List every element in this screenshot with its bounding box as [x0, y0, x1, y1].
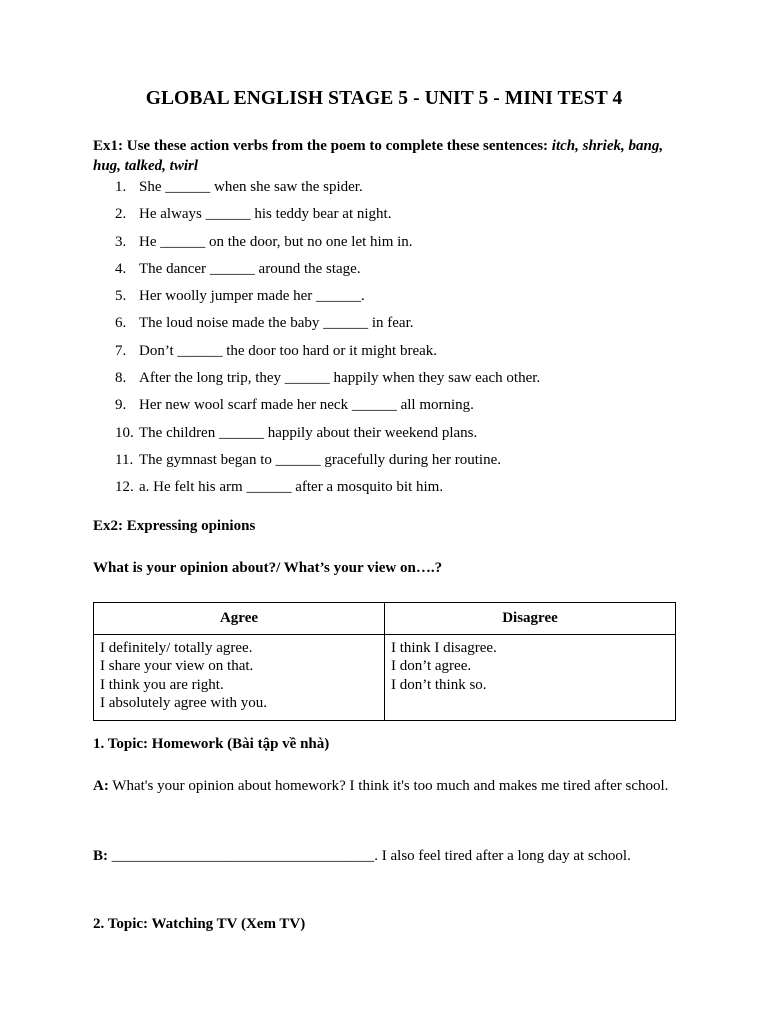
dialogue-text: What's your opinion about homework? I think it's too much and makes me tired after school. [108, 778, 669, 794]
agree-phrases-cell [94, 635, 385, 721]
item-sentence: The loud noise made the baby ______ in fear. [139, 315, 414, 332]
item-number: 8. [115, 370, 127, 387]
list-item [93, 312, 693, 339]
list-item [93, 231, 693, 258]
table-header-row [94, 603, 676, 635]
item-sentence: Her new wool scarf made her neck ______ all morning. [139, 397, 474, 414]
dialogue-line [93, 772, 678, 800]
item-number: 12. [115, 479, 134, 496]
opinion-phrases-table [93, 602, 676, 721]
item-sentence: After the long trip, they ______ happily when they saw each other. [139, 370, 541, 387]
item-sentence: He ______ on the door, but no one let him in. [139, 233, 413, 250]
dialogue-text: ___________________________________. I also feel tired after a long day at school. [108, 848, 631, 864]
list-item [93, 367, 693, 394]
item-sentence: She ______ when she saw the spider. [139, 179, 363, 195]
dialogue-line [93, 842, 678, 870]
speaker-label: B: [93, 848, 108, 864]
item-number: 5. [115, 288, 127, 305]
speaker-label: A: [93, 778, 109, 794]
agree-phrase: I share your view on that. [100, 658, 254, 675]
ex1-word-bank: itch, shriek, bang, hug, talked, twirl [93, 138, 664, 174]
topic-heading: 2. Topic: Watching TV (Xem TV) [93, 916, 306, 932]
item-number: 10. [115, 424, 134, 441]
agree-phrase: I absolutely agree with you. [100, 694, 268, 711]
item-number: 1. [115, 179, 127, 195]
agree-phrase: I think you are right. [100, 676, 224, 693]
ex1-sentence-list [93, 176, 693, 504]
item-number: 9. [115, 397, 127, 414]
item-sentence: Don’t ______ the door too hard or it might break. [139, 342, 438, 359]
item-number: 3. [115, 233, 127, 250]
item-number: 11. [115, 451, 134, 468]
item-sentence: Her woolly jumper made her ______. [139, 288, 365, 305]
agree-phrase: I definitely/ totally agree. [100, 640, 253, 656]
list-item [93, 176, 693, 203]
item-sentence: a. He felt his arm ______ after a mosquito bit him. [139, 479, 444, 496]
list-item [93, 203, 693, 230]
item-number: 7. [115, 342, 127, 359]
item-sentence: He always ______ his teddy bear at night. [139, 206, 392, 223]
list-item [93, 449, 693, 476]
list-item [93, 422, 693, 449]
disagree-column-header: Disagree [385, 603, 676, 635]
disagree-phrase: I don’t agree. [391, 658, 472, 675]
ex1-heading [93, 136, 683, 176]
list-item [93, 394, 693, 421]
disagree-phrase: I think I disagree. [391, 640, 497, 656]
page-title: GLOBAL ENGLISH STAGE 5 - UNIT 5 - MINI TEST 4 [145, 88, 623, 109]
list-item [93, 340, 693, 367]
item-number: 4. [115, 260, 127, 277]
item-sentence: The dancer ______ around the stage. [139, 260, 361, 277]
table-row [94, 635, 676, 721]
agree-column-header: Agree [94, 603, 385, 635]
ex1-instruction: Ex1: Use these action verbs from the poem to complete these sentences: [93, 138, 552, 154]
disagree-phrase: I don’t think so. [391, 676, 487, 693]
list-item [93, 285, 693, 312]
disagree-phrases-cell [385, 635, 676, 721]
item-number: 6. [115, 315, 127, 332]
ex2-question: What is your opinion about?/ What’s your view on….? [93, 560, 443, 576]
list-item [93, 258, 693, 285]
item-number: 2. [115, 206, 127, 223]
item-sentence: The gymnast began to ______ gracefully during her routine. [139, 451, 501, 468]
list-item [93, 476, 693, 503]
topic-heading: 1. Topic: Homework (Bài tập về nhà) [93, 736, 330, 752]
ex2-heading: Ex2: Expressing opinions [93, 518, 256, 534]
item-sentence: The children ______ happily about their weekend plans. [139, 424, 478, 441]
